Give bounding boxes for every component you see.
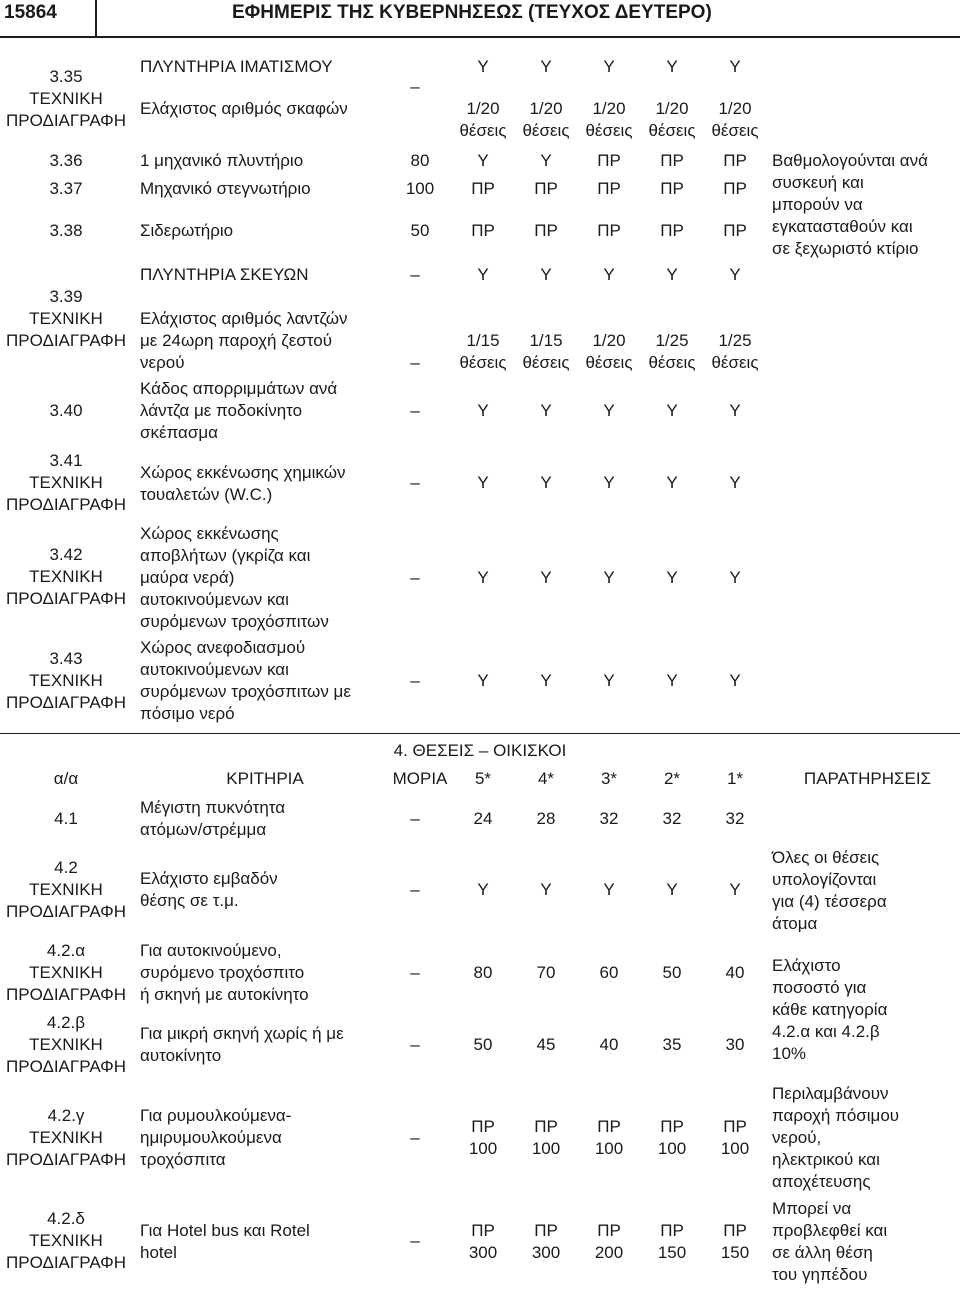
value-cell: ΠΡ bbox=[660, 179, 684, 198]
value-cell: Υ bbox=[666, 880, 678, 899]
value-cell: 45 bbox=[536, 1035, 556, 1054]
value-cell: ΠΡ bbox=[471, 1221, 495, 1240]
item-type: ΤΕΧΝΙΚΗ bbox=[29, 1128, 103, 1147]
criterion-line: συρόμενων τροχόσπιτων με bbox=[140, 682, 351, 701]
value-cell: 100 bbox=[657, 1139, 687, 1158]
item-number: 3.42 bbox=[49, 545, 83, 564]
column-header-3star: 3* bbox=[600, 769, 618, 788]
column-header-remarks: ΠΑΡΑΤΗΡΗΣΕΙΣ bbox=[803, 769, 932, 788]
value-cell: Υ bbox=[477, 57, 489, 76]
value-cell: ΠΡ bbox=[471, 1117, 495, 1136]
item-type: ΤΕΧΝΙΚΗ bbox=[29, 567, 103, 586]
value-cell: Υ bbox=[729, 568, 741, 587]
value-cell: 1/20 bbox=[529, 99, 563, 118]
value-unit: θέσεις bbox=[459, 353, 507, 372]
criterion-line: Για Hotel bus και Rotel bbox=[140, 1221, 310, 1240]
criterion-line: Για ρυμουλκούμενα- bbox=[140, 1106, 292, 1125]
value-cell: Υ bbox=[477, 880, 489, 899]
value-cell: ΠΡ bbox=[534, 1117, 558, 1136]
section-title: ΠΛΥΝΤΗΡΙΑ ΙΜΑΤΙΣΜΟΥ bbox=[140, 57, 333, 76]
criterion-line: Για αυτοκινούμενο, bbox=[140, 941, 282, 960]
criterion-line: νερού bbox=[140, 353, 185, 372]
value-cell: Υ bbox=[729, 265, 741, 284]
value-cell: ΠΡ bbox=[723, 221, 747, 240]
item-number: 3.39 bbox=[49, 287, 83, 306]
remark-line: εγκατασταθούν και bbox=[772, 217, 913, 236]
remark-line: για (4) τέσσερα bbox=[772, 892, 887, 911]
value-cell: 1/20 bbox=[718, 99, 752, 118]
moria-cell: – bbox=[410, 77, 420, 96]
criterion-line: λάντζα με ποδοκίνητο bbox=[140, 401, 303, 420]
value-cell: Υ bbox=[666, 671, 678, 690]
remark-line: παροχή πόσιμου bbox=[772, 1106, 900, 1125]
column-header-4star: 4* bbox=[537, 769, 555, 788]
value-cell: 24 bbox=[473, 809, 493, 828]
value-cell: 100 bbox=[594, 1139, 624, 1158]
value-cell: Υ bbox=[729, 57, 741, 76]
value-cell: 35 bbox=[662, 1035, 682, 1054]
criterion-line: Χώρος ανεφοδιασμού bbox=[140, 638, 306, 657]
page-number: 15864 bbox=[4, 2, 57, 23]
value-cell: 100 bbox=[531, 1139, 561, 1158]
column-header-aa: α/α bbox=[53, 769, 79, 788]
remark-line: του γηπέδου bbox=[772, 1265, 868, 1284]
criterion-line: πόσιμο νερό bbox=[140, 704, 235, 723]
item-number: 4.2.δ bbox=[47, 1209, 85, 1228]
value-cell: Υ bbox=[666, 568, 678, 587]
value-cell: 150 bbox=[657, 1243, 687, 1262]
moria-cell: – bbox=[410, 671, 420, 690]
column-header-1star: 1* bbox=[726, 769, 744, 788]
item-type: ΠΡΟΔΙΑΓΡΑΦΗ bbox=[5, 902, 127, 921]
value-cell: 32 bbox=[725, 809, 745, 828]
moria-cell: – bbox=[410, 809, 420, 828]
value-unit: θέσεις bbox=[648, 353, 696, 372]
item-number: 4.2.γ bbox=[47, 1106, 85, 1125]
value-cell: Υ bbox=[540, 473, 552, 492]
value-cell: Υ bbox=[477, 473, 489, 492]
value-cell: 32 bbox=[662, 809, 682, 828]
criterion-line: μαύρα νερά) bbox=[140, 568, 235, 587]
value-cell: 1/25 bbox=[655, 331, 689, 350]
value-cell: 28 bbox=[536, 809, 556, 828]
value-cell: 1/20 bbox=[655, 99, 689, 118]
value-cell: Υ bbox=[603, 401, 615, 420]
value-cell: Υ bbox=[729, 671, 741, 690]
criterion-line: Για μικρή σκηνή χωρίς ή με bbox=[140, 1024, 344, 1043]
item-type: ΠΡΟΔΙΑΓΡΑΦΗ bbox=[5, 1253, 127, 1272]
value-cell: 40 bbox=[725, 963, 745, 982]
item-type: ΤΕΧΝΙΚΗ bbox=[29, 1231, 103, 1250]
value-cell: Υ bbox=[666, 473, 678, 492]
item-number: 4.2.β bbox=[46, 1013, 86, 1032]
item-number: 3.43 bbox=[49, 649, 83, 668]
value-cell: Υ bbox=[477, 401, 489, 420]
value-cell: Υ bbox=[603, 671, 615, 690]
value-cell: ΠΡ bbox=[534, 179, 558, 198]
item-number: 3.41 bbox=[49, 451, 83, 470]
moria-cell: 80 bbox=[410, 151, 430, 170]
item-type: ΠΡΟΔΙΑΓΡΑΦΗ bbox=[5, 331, 127, 350]
remark-line: σε άλλη θέση bbox=[772, 1243, 873, 1262]
value-cell: ΠΡ bbox=[471, 221, 495, 240]
value-cell: Υ bbox=[666, 401, 678, 420]
value-cell: ΠΡ bbox=[597, 221, 621, 240]
column-header-criteria: ΚΡΙΤΗΡΙΑ bbox=[226, 769, 304, 788]
remark-line: μπορούν να bbox=[772, 195, 863, 214]
value-unit: θέσεις bbox=[522, 121, 570, 140]
remark-line: κάθε κατηγορία bbox=[772, 1000, 888, 1019]
value-unit: θέσεις bbox=[711, 353, 759, 372]
value-cell: 32 bbox=[599, 809, 619, 828]
criterion-line: αποβλήτων (γκρίζα και bbox=[140, 546, 311, 565]
moria-cell: – bbox=[410, 1035, 420, 1054]
criterion-line: Ελάχιστος αριθμός λαντζών bbox=[140, 309, 348, 328]
item-type: ΤΕΧΝΙΚΗ bbox=[29, 89, 103, 108]
column-header-5star: 5* bbox=[474, 769, 492, 788]
section-title: ΠΛΥΝΤΗΡΙΑ ΣΚΕΥΩΝ bbox=[140, 265, 309, 284]
value-cell: Υ bbox=[603, 473, 615, 492]
value-cell: ΠΡ bbox=[660, 1221, 684, 1240]
value-cell: ΠΡ bbox=[534, 221, 558, 240]
criterion-line: Κάδος απορριμμάτων ανά bbox=[140, 379, 338, 398]
value-unit: θέσεις bbox=[522, 353, 570, 372]
item-number: 4.2 bbox=[54, 858, 78, 877]
value-cell: 60 bbox=[599, 963, 619, 982]
criterion-line: συρόμενο τροχόσπιτο bbox=[140, 963, 305, 982]
criterion-line: αυτοκινούμενων και bbox=[140, 590, 289, 609]
moria-cell: – bbox=[410, 963, 420, 982]
item-number: 3.36 bbox=[49, 151, 83, 170]
moria-cell: 50 bbox=[410, 221, 430, 240]
criterion-line: τουαλετών (W.C.) bbox=[140, 485, 273, 504]
value-cell: 150 bbox=[720, 1243, 750, 1262]
remark-line: σε ξεχωριστό κτίριο bbox=[772, 239, 919, 258]
value-cell: 50 bbox=[662, 963, 682, 982]
value-cell: Υ bbox=[540, 568, 552, 587]
criterion-line: Χώρος εκκένωσης bbox=[140, 524, 279, 543]
value-cell: 1/15 bbox=[466, 331, 500, 350]
value-cell: Υ bbox=[477, 265, 489, 284]
header-divider bbox=[95, 0, 97, 36]
column-header-moria: ΜΟΡΙΑ bbox=[392, 769, 448, 788]
value-cell: 1/25 bbox=[718, 331, 752, 350]
value-cell: Υ bbox=[540, 151, 552, 170]
moria-cell: – bbox=[410, 353, 420, 372]
value-cell: Υ bbox=[477, 151, 489, 170]
value-cell: 70 bbox=[536, 963, 556, 982]
item-type: ΠΡΟΔΙΑΓΡΑΦΗ bbox=[5, 111, 127, 130]
item-type: ΠΡΟΔΙΑΓΡΑΦΗ bbox=[5, 693, 127, 712]
moria-cell: – bbox=[410, 401, 420, 420]
remark-line: Όλες οι θέσεις bbox=[772, 848, 880, 867]
moria-cell: – bbox=[410, 880, 420, 899]
item-number: 3.37 bbox=[49, 179, 83, 198]
value-cell: ΠΡ bbox=[597, 179, 621, 198]
item-type: ΠΡΟΔΙΑΓΡΑΦΗ bbox=[5, 985, 127, 1004]
value-cell: ΠΡ bbox=[597, 151, 621, 170]
moria-cell: 100 bbox=[405, 179, 435, 198]
value-cell: 40 bbox=[599, 1035, 619, 1054]
criterion-line: hotel bbox=[140, 1243, 177, 1262]
criterion-line: ατόμων/στρέμμα bbox=[140, 820, 267, 839]
page-title: ΕΦΗΜΕΡΙΣ ΤΗΣ ΚΥΒΕΡΝΗΣΕΩΣ (ΤΕΥΧΟΣ ΔΕΥΤΕΡΟ) bbox=[232, 2, 712, 23]
remark-line: 4.2.α και 4.2.β bbox=[772, 1022, 880, 1041]
value-unit: θέσεις bbox=[459, 121, 507, 140]
value-unit: θέσεις bbox=[585, 353, 633, 372]
criterion-line: Μέγιστη πυκνότητα bbox=[140, 798, 286, 817]
moria-cell: – bbox=[410, 568, 420, 587]
value-cell: 1/15 bbox=[529, 331, 563, 350]
value-cell: Υ bbox=[540, 401, 552, 420]
value-unit: θέσεις bbox=[648, 121, 696, 140]
value-cell: Υ bbox=[477, 568, 489, 587]
value-unit: θέσεις bbox=[711, 121, 759, 140]
criterion-line: ημιρυμουλκούμενα bbox=[140, 1128, 282, 1147]
value-cell: 100 bbox=[468, 1139, 498, 1158]
item-type: ΤΕΧΝΙΚΗ bbox=[29, 473, 103, 492]
remark-line: Μπορεί να bbox=[772, 1199, 852, 1218]
item-type: ΤΕΧΝΙΚΗ bbox=[29, 880, 103, 899]
item-type: ΠΡΟΔΙΑΓΡΑΦΗ bbox=[5, 1057, 127, 1076]
criterion-line: Χώρος εκκένωσης χημικών bbox=[140, 463, 346, 482]
moria-cell: – bbox=[410, 265, 420, 284]
item-type: ΤΕΧΝΙΚΗ bbox=[29, 671, 103, 690]
criterion-line: σκέπασμα bbox=[140, 423, 219, 442]
value-cell: 30 bbox=[725, 1035, 745, 1054]
value-cell: Υ bbox=[729, 401, 741, 420]
criterion-line: συρόμενων τροχόσπιτων bbox=[140, 612, 329, 631]
item-type: ΠΡΟΔΙΑΓΡΑΦΗ bbox=[5, 589, 127, 608]
value-cell: ΠΡ bbox=[660, 151, 684, 170]
value-cell: Υ bbox=[729, 880, 741, 899]
value-cell: ΠΡ bbox=[723, 179, 747, 198]
criterion-line: θέσης σε τ.μ. bbox=[140, 891, 239, 910]
value-cell: Υ bbox=[603, 265, 615, 284]
value-cell: Υ bbox=[603, 57, 615, 76]
value-cell: 1/20 bbox=[466, 99, 500, 118]
item-number: 4.2.α bbox=[46, 941, 86, 960]
criterion-line: αυτοκινούμενων και bbox=[140, 660, 289, 679]
moria-cell: – bbox=[410, 1231, 420, 1250]
value-cell: 50 bbox=[473, 1035, 493, 1054]
criterion: Μηχανικό στεγνωτήριο bbox=[140, 179, 311, 198]
value-cell: Υ bbox=[729, 473, 741, 492]
value-cell: 1/20 bbox=[592, 99, 626, 118]
remark-line: Βαθμολογούνται ανά bbox=[772, 151, 928, 170]
section-4-rule bbox=[0, 733, 960, 734]
value-cell: 80 bbox=[473, 963, 493, 982]
remark-line: ποσοστό για bbox=[772, 978, 867, 997]
remark-line: Περιλαμβάνουν bbox=[772, 1084, 889, 1103]
remark-line: Ελάχιστο bbox=[772, 956, 841, 975]
remark-line: 10% bbox=[772, 1044, 807, 1063]
item-type: ΤΕΧΝΙΚΗ bbox=[29, 963, 103, 982]
value-cell: Υ bbox=[666, 265, 678, 284]
value-cell: 300 bbox=[468, 1243, 498, 1262]
value-cell: ΠΡ bbox=[597, 1221, 621, 1240]
criterion: Σιδερωτήριο bbox=[140, 221, 234, 240]
criterion-line: Ελάχιστο εμβαδόν bbox=[140, 869, 278, 888]
value-cell: 1/20 bbox=[592, 331, 626, 350]
criterion-line: με 24ωρη παροχή ζεστού bbox=[140, 331, 333, 350]
value-cell: 100 bbox=[720, 1139, 750, 1158]
value-cell: ΠΡ bbox=[660, 1117, 684, 1136]
remark-line: νερού, bbox=[772, 1128, 822, 1147]
remark-line: άτομα bbox=[772, 914, 818, 933]
value-cell: Υ bbox=[603, 880, 615, 899]
value-cell: 300 bbox=[531, 1243, 561, 1262]
value-cell: ΠΡ bbox=[723, 1221, 747, 1240]
value-cell: 200 bbox=[594, 1243, 624, 1262]
item-type: ΠΡΟΔΙΑΓΡΑΦΗ bbox=[5, 495, 127, 514]
item-number: 4.1 bbox=[54, 809, 78, 828]
remark-line: υπολογίζονται bbox=[772, 870, 877, 889]
value-cell: ΠΡ bbox=[723, 151, 747, 170]
value-cell: Υ bbox=[540, 265, 552, 284]
value-cell: ΠΡ bbox=[534, 1221, 558, 1240]
value-cell: ΠΡ bbox=[597, 1117, 621, 1136]
value-cell: Υ bbox=[540, 880, 552, 899]
value-cell: Υ bbox=[603, 568, 615, 587]
remark-line: προβλεφθεί και bbox=[772, 1221, 888, 1240]
value-cell: Υ bbox=[666, 57, 678, 76]
item-number: 3.40 bbox=[49, 401, 83, 420]
value-cell: Υ bbox=[477, 671, 489, 690]
value-cell: ΠΡ bbox=[723, 1117, 747, 1136]
value-unit: θέσεις bbox=[585, 121, 633, 140]
item-number: 3.35 bbox=[49, 67, 83, 86]
criterion: Ελάχιστος αριθμός σκαφών bbox=[140, 99, 348, 118]
section-4-title: 4. ΘΕΣΕΙΣ – ΟΙΚΙΣΚΟΙ bbox=[393, 741, 567, 760]
criterion-line: αυτοκίνητο bbox=[140, 1046, 222, 1065]
item-type: ΤΕΧΝΙΚΗ bbox=[29, 1035, 103, 1054]
value-cell: ΠΡ bbox=[471, 179, 495, 198]
moria-cell: – bbox=[410, 1128, 420, 1147]
criterion-line: ή σκηνή με αυτοκίνητο bbox=[140, 985, 309, 1004]
header-rule bbox=[0, 36, 960, 38]
criterion: 1 μηχανικό πλυντήριο bbox=[140, 151, 304, 170]
criterion-line: τροχόσπιτα bbox=[140, 1150, 226, 1169]
remark-line: συσκευή και bbox=[772, 173, 864, 192]
value-cell: Υ bbox=[540, 671, 552, 690]
remark-line: ηλεκτρικού και bbox=[772, 1150, 880, 1169]
value-cell: Υ bbox=[540, 57, 552, 76]
remark-line: αποχέτευσης bbox=[772, 1172, 871, 1191]
item-type: ΤΕΧΝΙΚΗ bbox=[29, 309, 103, 328]
column-header-2star: 2* bbox=[663, 769, 681, 788]
item-type: ΠΡΟΔΙΑΓΡΑΦΗ bbox=[5, 1150, 127, 1169]
item-number: 3.38 bbox=[49, 221, 83, 240]
moria-cell: – bbox=[410, 473, 420, 492]
value-cell: ΠΡ bbox=[660, 221, 684, 240]
